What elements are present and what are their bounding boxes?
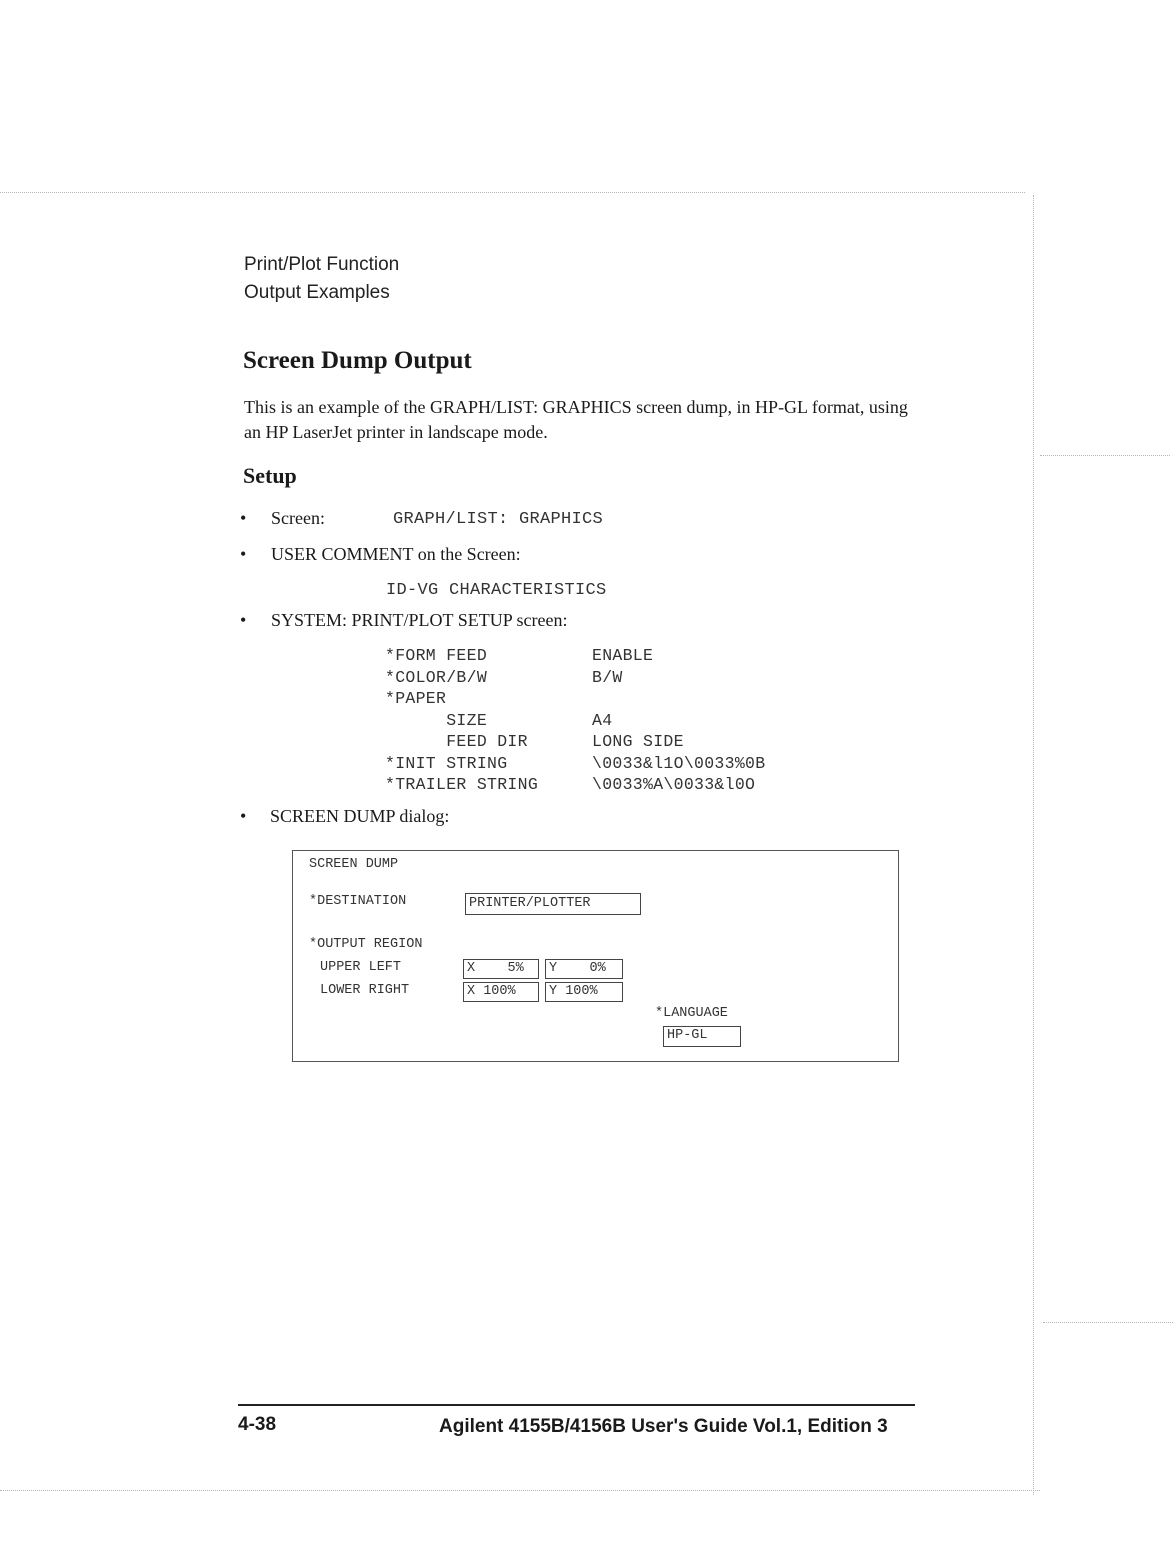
bullet-marker: • <box>240 806 247 826</box>
table-row <box>385 775 765 797</box>
footer-rule <box>238 1404 915 1406</box>
scan-edge-right-mark <box>1040 455 1170 456</box>
upper-left-y-field[interactable]: Y 0% <box>545 959 623 979</box>
section-title: Screen Dump Output <box>243 347 472 374</box>
bullet-screen-value: GRAPH/LIST: GRAPHICS <box>393 510 604 529</box>
upper-left-x-field[interactable]: X 5% <box>463 959 539 979</box>
language-label: *LANGUAGE <box>655 1006 728 1021</box>
table-row <box>385 711 765 733</box>
setup-key: *FORM FEED <box>385 646 488 665</box>
output-region-label: *OUTPUT REGION <box>309 937 423 952</box>
setup-value: ENABLE <box>592 646 654 665</box>
lower-right-y-field[interactable]: Y 100% <box>545 982 623 1002</box>
scan-edge-bottom <box>0 1490 1040 1491</box>
table-row <box>385 646 765 668</box>
bullet-screen-dump-label: SCREEN DUMP dialog: <box>270 806 450 826</box>
screen-dump-dialog <box>292 850 899 1062</box>
section-intro: This is an example of the GRAPH/LIST: GRAPHICS screen dump, in HP-GL format, using an HP LaserJet printer in landscape mode. <box>244 397 908 442</box>
table-row <box>385 754 765 776</box>
bullet-screen-label: Screen: <box>271 508 325 528</box>
setup-value: LONG SIDE <box>592 732 684 751</box>
bullet-user-comment-value: ID-VG CHARACTERISTICS <box>386 581 607 600</box>
guide-title: Agilent 4155B/4156B User's Guide Vol.1, Edition 3 <box>439 1416 888 1437</box>
setup-key: *COLOR/B/W <box>385 667 488 687</box>
destination-label: *DESTINATION <box>309 894 407 909</box>
lower-right-label: LOWER RIGHT <box>320 983 410 998</box>
setup-key: SIZE <box>385 710 488 730</box>
setup-value: \0033&l1O\0033%0B <box>592 753 766 773</box>
setup-value: A4 <box>592 710 613 730</box>
setup-value: B/W <box>592 667 623 687</box>
bullet-user-comment-label: USER COMMENT on the Screen: <box>271 544 521 564</box>
dialog-title: SCREEN DUMP <box>309 857 399 872</box>
lower-right-x-field[interactable]: X 100% <box>463 982 539 1002</box>
setup-key: *INIT STRING <box>385 753 508 773</box>
bullet-print-plot-label: SYSTEM: PRINT/PLOT SETUP screen: <box>271 610 568 630</box>
bullet-marker: • <box>240 544 247 564</box>
table-row <box>385 689 765 711</box>
upper-left-label: UPPER LEFT <box>320 960 402 975</box>
table-row <box>385 732 765 754</box>
setup-key: *PAPER <box>385 689 447 708</box>
table-row <box>385 668 765 690</box>
print-plot-setup-table <box>385 646 765 797</box>
running-header-line-2: Output Examples <box>244 282 390 303</box>
scan-edge-right-mark-2 <box>1043 1322 1173 1323</box>
setup-key: *TRAILER STRING <box>385 775 539 794</box>
destination-field[interactable]: PRINTER/PLOTTER <box>465 893 641 915</box>
bullet-marker: • <box>240 610 247 630</box>
running-header-line-1: Print/Plot Function <box>244 254 400 275</box>
scan-edge-right <box>1033 195 1034 1495</box>
bullet-marker: • <box>240 508 247 528</box>
page-number: 4-38 <box>238 1414 277 1435</box>
setup-value <box>592 689 765 711</box>
language-field[interactable]: HP-GL <box>663 1026 741 1047</box>
setup-key: FEED DIR <box>385 732 528 751</box>
setup-title: Setup <box>243 463 297 488</box>
setup-value: \0033%A\0033&l0O <box>592 775 756 794</box>
scan-edge-top <box>0 192 1025 193</box>
